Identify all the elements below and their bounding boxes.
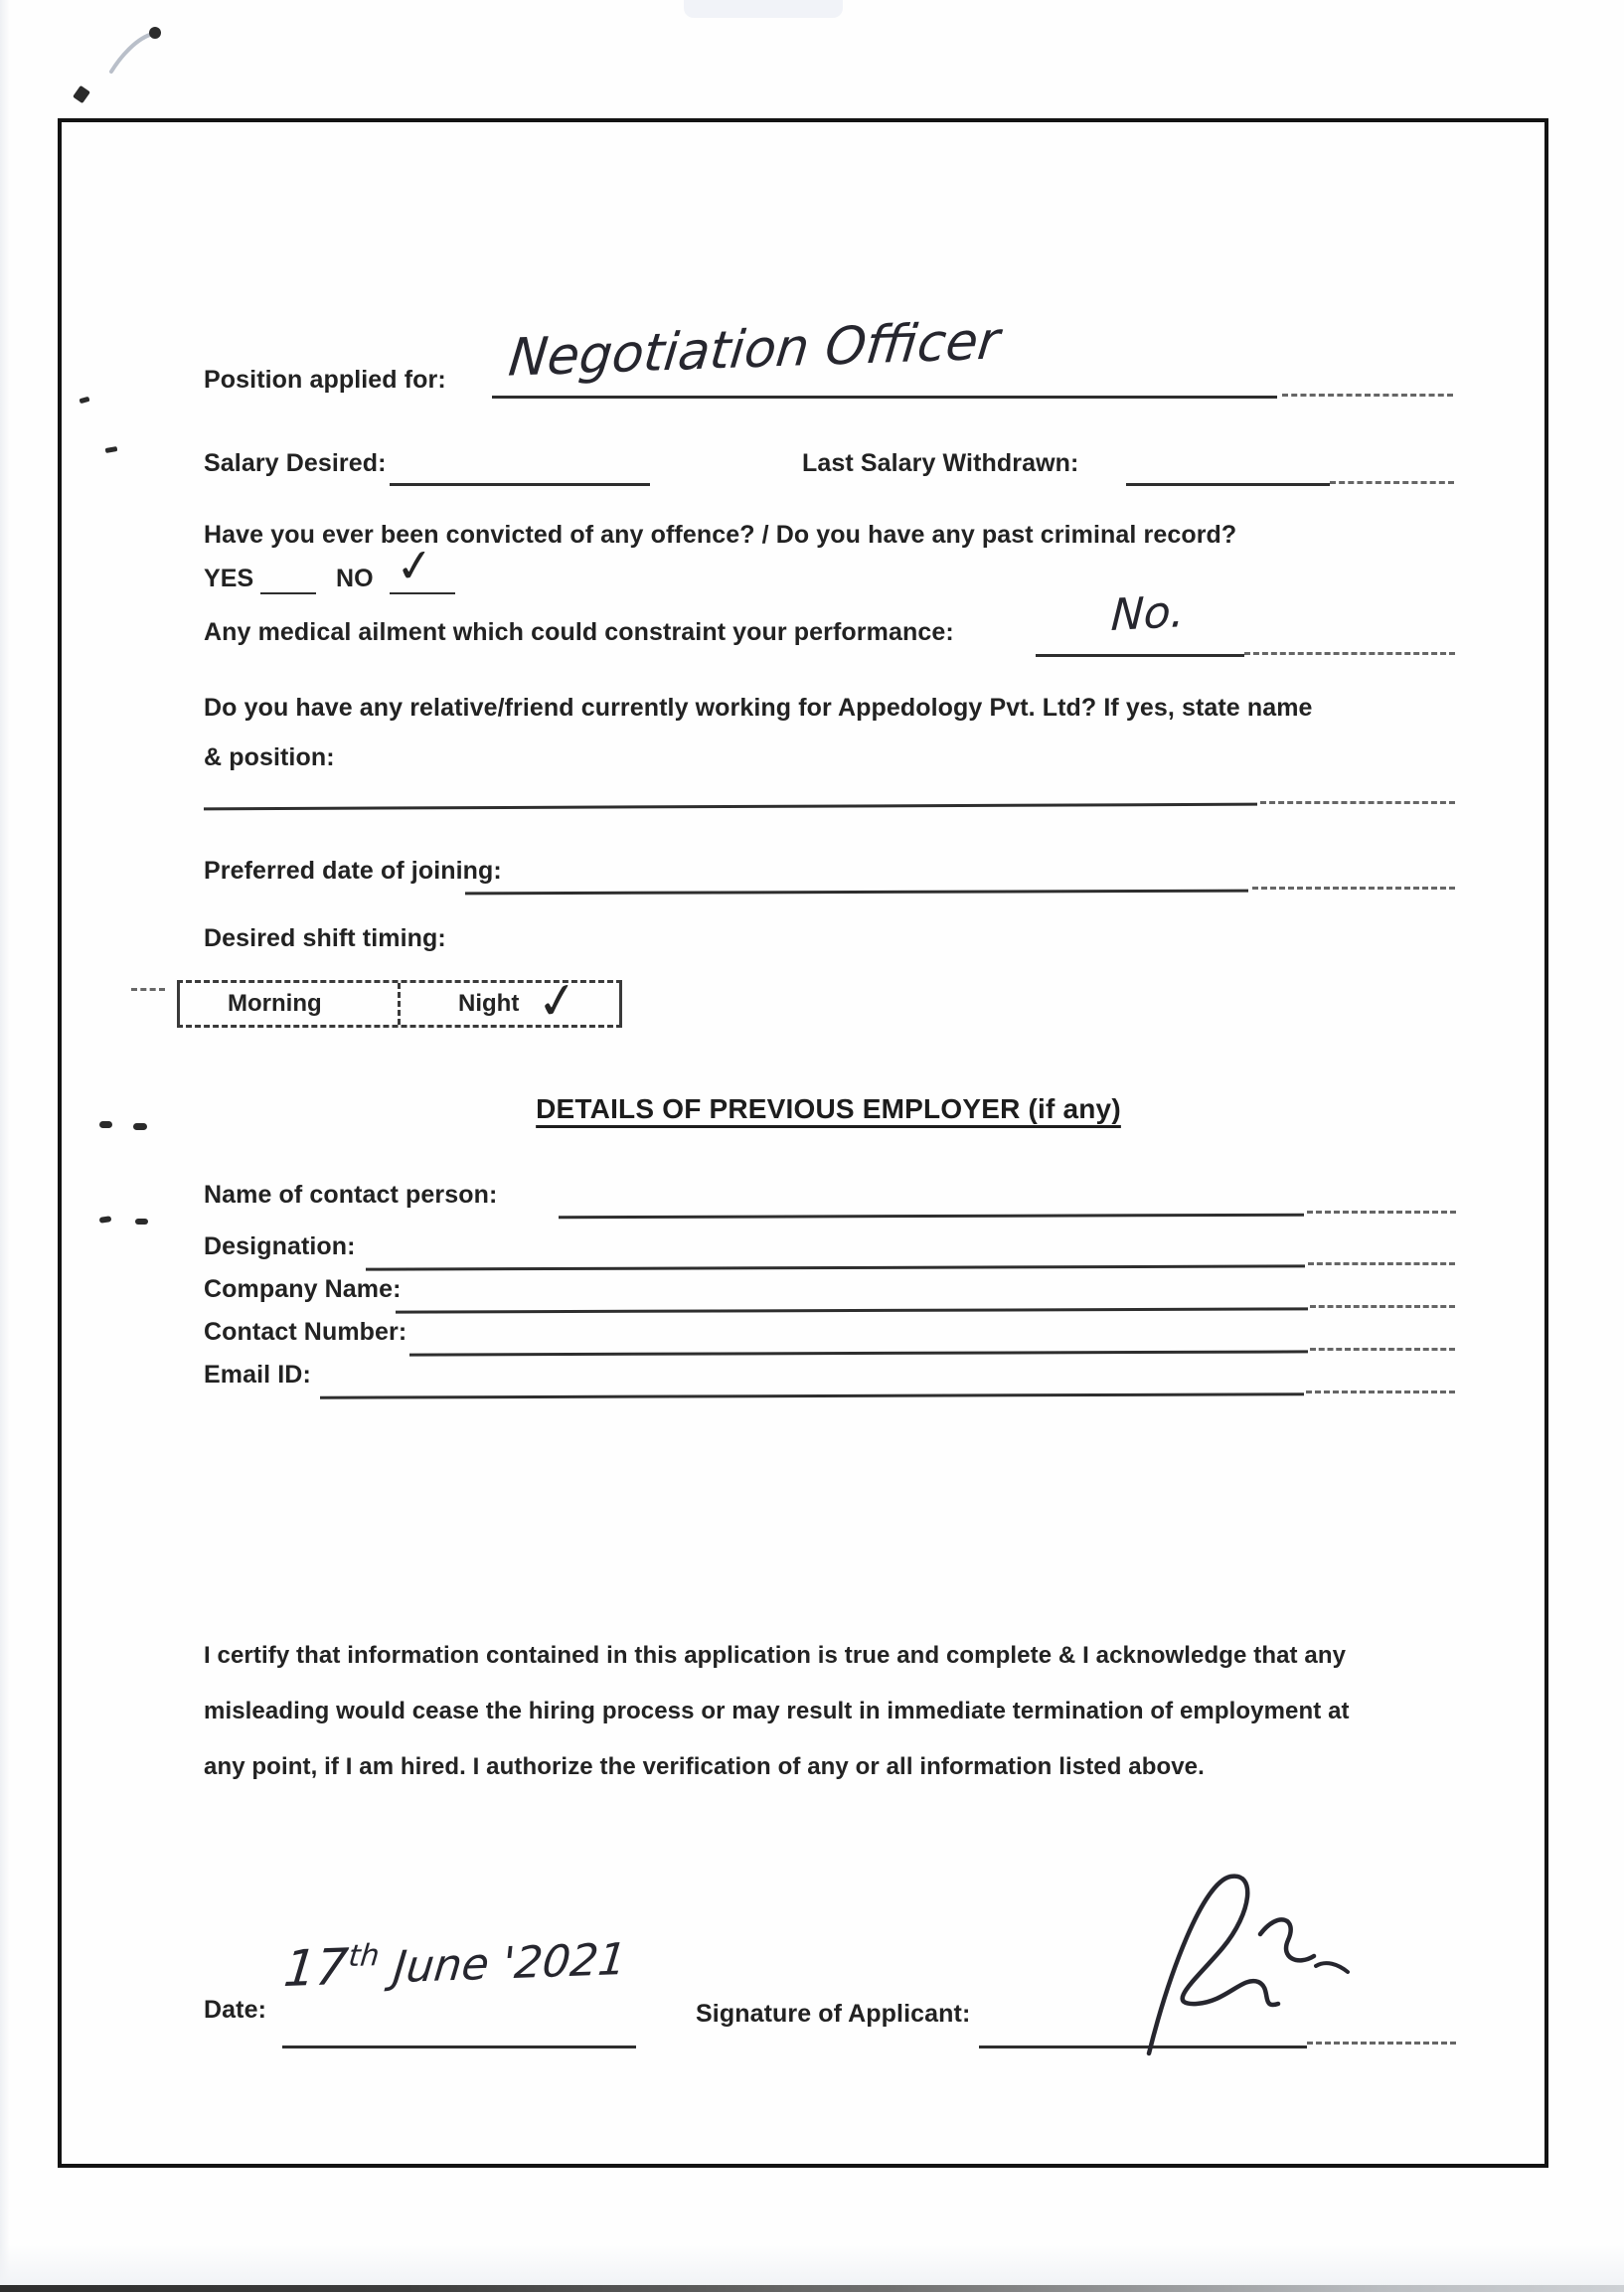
scan-bottom-wash (0, 2244, 1624, 2286)
medical-answer-handwriting: No. (1109, 585, 1187, 642)
salary-desired-label: Salary Desired: (204, 449, 387, 477)
field-contact-person-line-tail (1307, 1211, 1456, 1214)
shift-timing-label: Desired shift timing: (204, 924, 446, 952)
medical-answer-line (1036, 654, 1244, 657)
field-contact-number-label: Contact Number: (204, 1318, 407, 1346)
applicant-signature-handwriting (1111, 1865, 1370, 2063)
date-handwriting (281, 1928, 629, 1998)
shift-morning-label: Morning (228, 990, 322, 1017)
field-designation-label: Designation: (204, 1232, 356, 1260)
conviction-yes-line (260, 592, 316, 594)
certification-line-2: misleading would cease the hiring process or may result in immediate termination of employment at (204, 1698, 1350, 1724)
signature-label: Signature of Applicant: (696, 2000, 971, 2028)
scan-hook-mark (107, 22, 167, 78)
conviction-question: Have you ever been convicted of any offence? / Do you have any past criminal record? (204, 521, 1237, 549)
scan-left-edge-shadow (0, 0, 10, 2292)
position-applied-line (492, 396, 1277, 399)
field-email-id-line-tail (1306, 1391, 1455, 1393)
field-email-id-label: Email ID: (204, 1361, 311, 1389)
previous-employer-title: DETAILS OF PREVIOUS EMPLOYER (if any) (536, 1093, 1121, 1124)
position-applied-handwriting: Negotiation Officer (505, 311, 1003, 389)
relative-question-line1: Do you have any relative/friend currently working for Appedology Pvt. Ltd? If yes, state name (204, 694, 1313, 722)
field-contact-number-line-tail (1310, 1348, 1455, 1351)
field-contact-person-label: Name of contact person: (204, 1181, 498, 1209)
position-applied-line-tail (1282, 394, 1453, 397)
joining-date-label: Preferred date of joining: (204, 857, 502, 885)
date-line (282, 2046, 636, 2048)
relative-answer-line-tail (1260, 801, 1455, 804)
scan-bottom-band (0, 2285, 1624, 2292)
conviction-yes-label: YES (204, 565, 254, 592)
certification-line-1: I certify that information contained in this application is true and complete & I acknowledge that any (204, 1642, 1347, 1669)
date-rest: June '2021 (391, 1933, 629, 1994)
shift-night-label: Night (458, 990, 520, 1017)
certification-line-3: any point, if I am hired. I authorize the verification of any or all information listed above. (204, 1753, 1205, 1780)
last-salary-line (1126, 483, 1330, 486)
scan-top-smudge (684, 0, 843, 18)
shift-option-morning (180, 983, 401, 1025)
date-suffix: th (346, 1937, 382, 1975)
medical-answer-line-tail (1244, 652, 1455, 655)
conviction-no-label: NO (336, 565, 374, 592)
scan-speck (73, 85, 90, 103)
field-designation-line-tail (1308, 1262, 1455, 1265)
last-salary-label: Last Salary Withdrawn: (802, 449, 1079, 477)
conviction-no-checkmark: ✓ (393, 537, 437, 594)
shift-option-night (401, 983, 619, 1025)
date-label: Date: (204, 1996, 267, 2024)
last-salary-line-tail (1330, 481, 1454, 484)
joining-date-line-tail (1252, 887, 1455, 890)
medical-question-label: Any medical ailment which could constraint your performance: (204, 618, 954, 646)
salary-desired-line (390, 483, 650, 486)
field-company-name-line-tail (1310, 1305, 1455, 1308)
form-border-frame (58, 118, 1548, 2168)
relative-question-line2: & position: (204, 743, 335, 771)
date-day: 17 (281, 1937, 351, 1999)
position-applied-label: Position applied for: (204, 366, 446, 394)
field-company-name-label: Company Name: (204, 1275, 402, 1303)
shift-night-checkmark: ✓ (533, 969, 582, 1033)
